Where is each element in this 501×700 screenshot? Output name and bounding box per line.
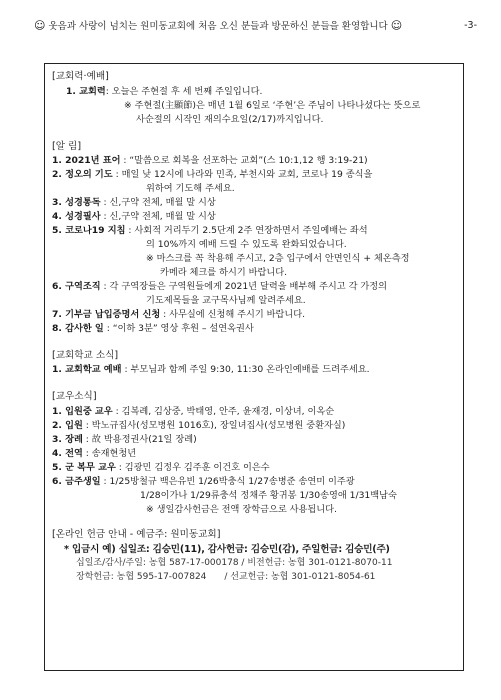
item-text: : 김광민 김정우 김주훈 이건호 이은수 bbox=[115, 461, 270, 473]
item-text: : 사무실에 신청해 주시기 바랍니다. bbox=[160, 308, 306, 320]
item-label: 4. 성경필사 bbox=[52, 211, 101, 223]
member-item bbox=[52, 461, 457, 475]
item-text: : 故 박용정권사(21일 장례) bbox=[82, 434, 197, 446]
notice-item bbox=[52, 280, 457, 294]
section-title-notice: [알 림] bbox=[52, 140, 82, 152]
item-text: : 신,구약 전체, 매월 말 시상 bbox=[100, 211, 216, 223]
item-text: : 사회적 거리두기 2.5단계 2주 연장하면서 주일예배는 좌석 bbox=[125, 225, 368, 237]
notice-item bbox=[52, 308, 457, 322]
item-label: 2. 정오의 기도 bbox=[52, 169, 113, 181]
member-item bbox=[52, 419, 457, 433]
member-item bbox=[52, 433, 457, 447]
notice-item bbox=[52, 168, 457, 182]
item-label: 1. 2021년 표어 bbox=[52, 155, 121, 167]
item-text: : 박노규집사(성모병원 1016호), 장일녀집사(성모병원 중환자실) bbox=[82, 420, 346, 432]
item-label: 6. 금주생일 bbox=[52, 475, 101, 487]
account-row bbox=[52, 557, 457, 571]
section-title-calendar: [교회력·예배] bbox=[52, 71, 109, 82]
account-mission: / 선교헌금: 농협 301-0121-8054-61 bbox=[224, 571, 376, 582]
item-label: 5. 군 복무 교우 bbox=[52, 461, 116, 473]
item-text: : 오늘은 주현절 후 세 번째 주일입니다. bbox=[105, 85, 263, 97]
notice-item-cont: 기도제목들을 교구목사님께 알려주세요. bbox=[146, 294, 306, 306]
notice-item bbox=[52, 154, 457, 168]
calendar-item bbox=[52, 85, 457, 99]
item-label: 4. 전역 bbox=[52, 448, 83, 459]
item-label: 3. 장례 bbox=[52, 434, 83, 446]
section-title-members: [교우소식] bbox=[52, 391, 97, 403]
item-text: : “말씀으로 회복을 선포하는 교회”(스 10:1,12 행 3:19-21) bbox=[120, 155, 368, 167]
item-label: 5. 코로나19 지침 bbox=[52, 225, 126, 237]
account-scholarship: 장학헌금: 농협 595-17-007824 bbox=[76, 571, 207, 582]
member-item-cont: 1/28이가나 1/29류충석 정채주 황귀봉 1/30송영애 1/31백남숙 bbox=[140, 489, 397, 501]
item-label: 3. 성경통독 bbox=[52, 197, 101, 209]
page-number: -3- bbox=[464, 19, 477, 31]
member-item bbox=[52, 405, 457, 419]
notice-item bbox=[52, 196, 457, 210]
calendar-note: 사순절의 시작인 재의수요일(2/17)까지입니다. bbox=[136, 113, 324, 125]
notice-item bbox=[52, 322, 457, 336]
item-text: : 매일 낮 12시에 나라와 민족, 부천시와 교회, 코로나 19 종식을 bbox=[112, 169, 373, 181]
notice-item-note: 카메라 체크를 하시기 바랍니다. bbox=[160, 266, 288, 278]
smile-icon: ☺ bbox=[390, 19, 403, 32]
item-text: : 신,구약 전체, 매월 말 시상 bbox=[100, 197, 216, 209]
notice-item-cont: 의 10%까지 예배 드릴 수 있도록 완화되었습니다. bbox=[146, 239, 347, 251]
notice-item bbox=[52, 210, 457, 224]
member-item bbox=[52, 475, 457, 489]
member-item-note: ※ 생일감사헌금은 전액 장학금으로 사용됩니다. bbox=[146, 503, 337, 515]
item-text: : “이하 3분” 영상 후원 – 설연옥권사 bbox=[103, 322, 254, 334]
notice-item-cont: 위하여 기도해 주세요. bbox=[146, 183, 235, 195]
notice-item-note: ※ 마스크를 꼭 착용해 주시고, 2층 입구에서 안면인식 + 체온측정 bbox=[146, 253, 410, 264]
member-item bbox=[52, 447, 457, 461]
calendar-note: ※ 주현절(主顯節)은 매년 1월 6일로 ‘주현’은 주님이 나타나셨다는 뜻으로 bbox=[124, 99, 421, 111]
item-label: 8. 감사한 일 bbox=[52, 322, 104, 334]
account-tithe: 십일조/감사/주일: 농협 587-17-000178 bbox=[76, 558, 239, 569]
notice-item bbox=[52, 224, 457, 238]
item-label: 2. 입원 bbox=[52, 420, 83, 432]
bulletin-content bbox=[52, 70, 457, 584]
section-title-donation: [온라인 헌금 안내 - 예금주: 원미동교회] bbox=[52, 528, 221, 540]
item-text: : 1/25방철규 백은유빈 1/26박충식 1/27송병준 송연미 이주광 bbox=[100, 475, 355, 487]
page-header bbox=[34, 18, 477, 32]
school-item bbox=[52, 363, 457, 377]
item-text: : 김복례, 김상중, 박태영, 안주, 윤재경, 이상녀, 이옥순 bbox=[112, 406, 335, 418]
item-label: 7. 기부금 납입증명서 신청 bbox=[52, 308, 161, 320]
item-text: : 각 구역장들은 구역원들에게 2021년 달력을 배부해 주시고 각 가정의 bbox=[100, 280, 388, 292]
donation-instruction: * 입금시 예) 십일조: 김승민(11), 감사헌금: 김승민(감), 주일헌금: 김승민(주) bbox=[64, 543, 390, 555]
item-text: : 부모님과 함께 주일 9:30, 11:30 온라인예배를 드려주세요. bbox=[121, 364, 370, 376]
header-line bbox=[34, 18, 402, 32]
item-label: 1. 교회력 bbox=[66, 85, 106, 97]
account-vision: / 비전헌금: 농협 301-0121-8070-11 bbox=[241, 558, 393, 569]
item-label: 1. 교회학교 예배 bbox=[52, 364, 122, 376]
item-text: : 송재현청년 bbox=[82, 448, 137, 459]
smile-icon: ☺ bbox=[34, 19, 46, 32]
item-label: 1. 입원중 교우 bbox=[52, 406, 113, 418]
header-text: 웃음과 사랑이 넘치는 원미동교회에 처음 오신 분들과 방문하신 분들을 환영합니다 bbox=[48, 21, 388, 32]
item-label: 6. 구역조직 bbox=[52, 280, 101, 292]
section-title-school: [교회학교 소식] bbox=[52, 349, 119, 361]
account-row bbox=[52, 571, 457, 585]
